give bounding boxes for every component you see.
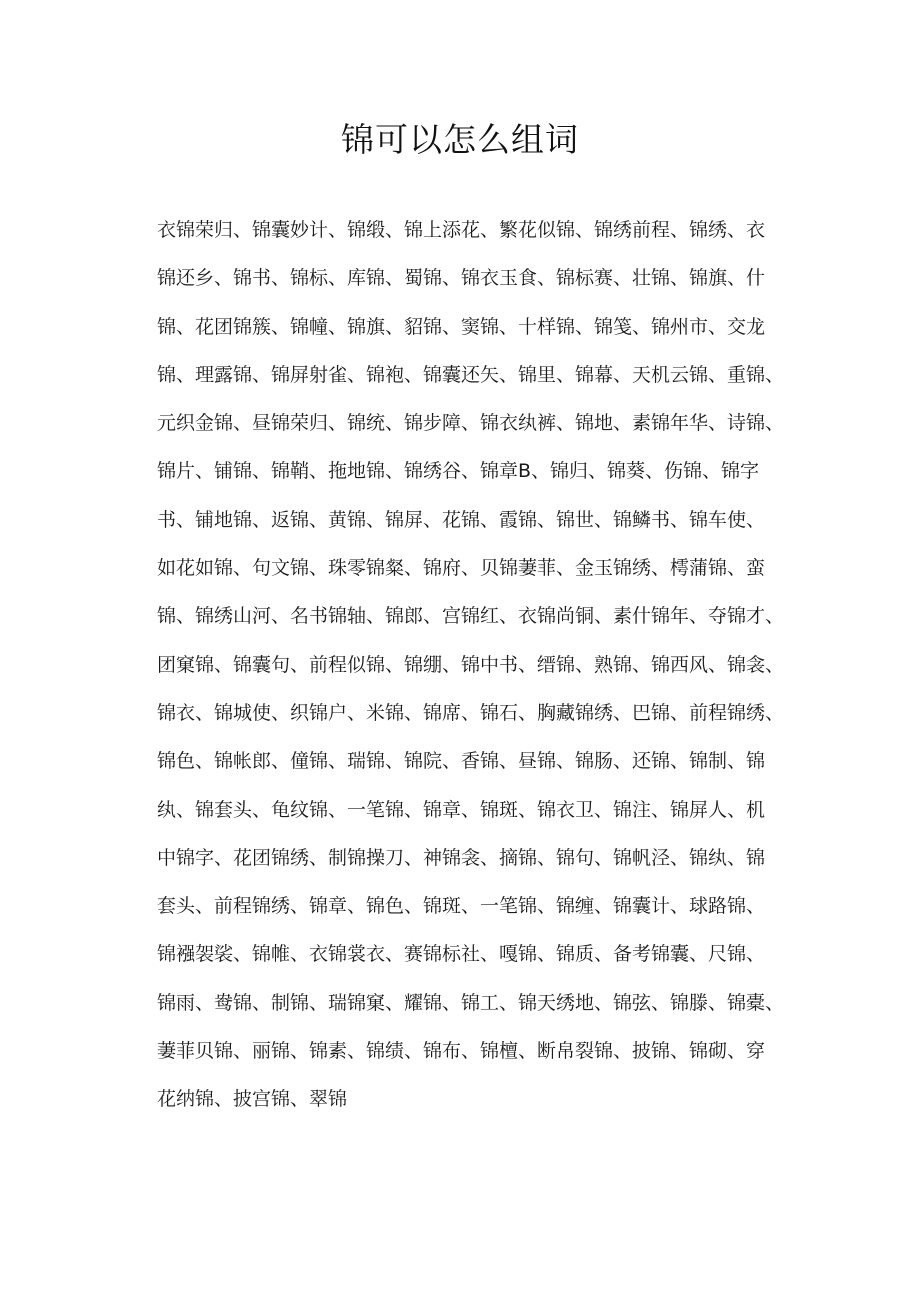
text-line: 萋菲贝锦、丽锦、锦素、锦绩、锦布、锦檀、断帛裂锦、披锦、锦砌、穿: [157, 1040, 766, 1063]
text-line: 锦色、锦帐郎、僮锦、瑞锦、锦院、香锦、昼锦、锦肠、还锦、锦制、锦: [157, 750, 766, 773]
text-line: 锦、理露锦、锦屏射雀、锦袍、锦囊还矢、锦里、锦幕、天机云锦、重锦、: [157, 363, 785, 386]
text-line: 花纳锦、披宫锦、翠锦: [157, 1088, 348, 1111]
text-line: 套头、前程锦绣、锦章、锦色、锦斑、一笔锦、锦缠、锦囊计、球路锦、: [157, 895, 766, 918]
text-line: 衣锦荣归、锦囊妙计、锦缎、锦上添花、繁花似锦、锦绣前程、锦绣、衣: [157, 219, 766, 241]
word-list-body: [157, 206, 817, 1124]
text-line: 如花如锦、句文锦、珠零锦粲、锦府、贝锦萋菲、金玉锦绣、樗蒲锦、蛮: [157, 557, 766, 580]
text-line: 锦、花团锦簇、锦幢、锦旗、貂锦、窦锦、十样锦、锦笺、锦州市、交龙: [157, 315, 766, 338]
text-line: 中锦字、花团锦绣、制锦操刀、神锦衾、摘锦、锦句、锦帆泾、锦纨、锦: [157, 846, 766, 869]
text-line: 纨、锦套头、龟纹锦、一笔锦、锦章、锦斑、锦衣卫、锦注、锦屏人、机: [157, 798, 766, 821]
text-line: 锦襁袈裟、锦帷、衣锦裳衣、赛锦标社、嘎锦、锦质、备考锦囊、尺锦、: [157, 943, 766, 966]
text-line: 锦衣、锦城使、织锦户、米锦、锦席、锦石、胸藏锦绣、巴锦、前程锦绣、: [157, 701, 785, 724]
text-line: 锦片、铺锦、锦鞘、拖地锦、锦绣谷、锦章B、锦归、锦葵、伤锦、锦字: [157, 460, 760, 483]
text-line: 团窠锦、锦囊句、前程似锦、锦绷、锦中书、缙锦、熟锦、锦西风、锦衾、: [157, 653, 785, 676]
text-line: 书、铺地锦、返锦、黄锦、锦屏、花锦、霞锦、锦世、锦鳞书、锦车使、: [157, 508, 766, 531]
text-line: 元织金锦、昼锦荣归、锦统、锦步障、锦衣纨裤、锦地、素锦年华、诗锦、: [157, 412, 785, 435]
text-line: 锦雨、鸯锦、制锦、瑞锦窠、耀锦、锦工、锦天绣地、锦弦、锦滕、锦橐、: [157, 991, 785, 1014]
text-line: 锦、锦绣山河、名书锦轴、锦郎、宫锦红、衣锦尚铜、素什锦年、夺锦才、: [157, 605, 785, 628]
page-title: 锦可以怎么组词: [341, 120, 579, 159]
text-line: 锦还乡、锦书、锦标、库锦、蜀锦、锦衣玉食、锦标赛、壮锦、锦旗、什: [157, 267, 766, 290]
